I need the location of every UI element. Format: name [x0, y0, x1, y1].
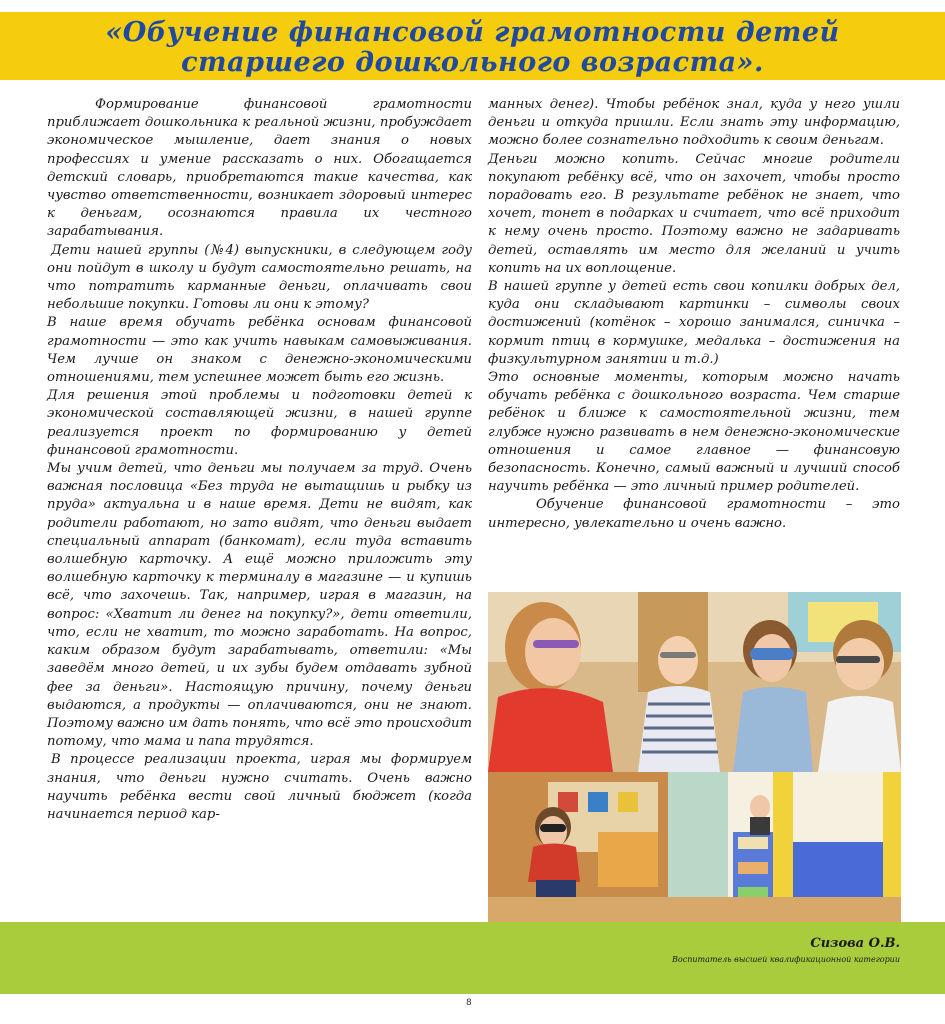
paragraph: В нашей группе у детей есть свои копилки добрых дел, куда они складывают картинки – символы своих достижений (котёнок – хорошо занимался, синичка – кормит птиц в кормушке, медалька – достижения на физкультурном занятии и т.д.): [488, 279, 900, 367]
paragraph: Деньги можно копить. Сейчас многие родители покупают ребёнку всё, что он захочет, чтобы просто порадовать его. В результате ребёнок не знает, что хочет, тонет в подарках и считает, что всё приходит к нему очень просто. Поэтому важно не задаривать детей, оставлять им место для желаний и учить копить на их воплощение.: [488, 151, 900, 276]
footer-band: [0, 922, 945, 994]
page-title: [0, 12, 945, 78]
paragraph: В наше время обучать ребёнка основам финансовой грамотности — это как учить навыкам самовыживания. Чем лучше он знаком с денежно-экономическими отношениями, тем успешнее может быть его жизнь.: [47, 315, 472, 386]
children-game-photo: [488, 592, 901, 772]
paragraph: Дети нашей группы (№4) выпускники, в следующем году они пойдут в школу и будут самостоятельно решать, на что потратить карманные деньги, оплачивать свои небольшие покупки. Готовы ли они к этому?: [47, 242, 472, 313]
play-corner-illustration: [488, 772, 901, 922]
title-line-2: старшего дошкольного возраста».: [181, 47, 764, 78]
paragraph: В процессе реализации проекта, играя мы формируем знания, что деньги нужно считать. Очень важно научить ребёнка вести свой личный бюджет (когда начинается период кар-: [47, 752, 472, 822]
page-header: [0, 12, 945, 80]
paragraph: Формирование финансовой грамотности приближает дошкольника к реальной жизни, пробуждает экономическое мышление, дает знания о новых профессиях и умение рассказать о них. Обогащается детский словарь, приобретаются такие качества, как чувство ответственности, возникает здоровый интерес к деньгам, осознаются правила их честного зарабатывания.: [47, 97, 472, 240]
children-game-illustration: [488, 592, 901, 772]
paragraph: Мы учим детей, что деньги мы получаем за труд. Очень важная пословица «Без труда не вытащишь и рыбку из пруда» актуальна и в наше время. Дети не видят, как родители работают, но зато видят, что деньги выдает специальный аппарат (банкомат), если туда вставить волшебную карточку. А ещё можно приложить эту волшебную карточку к терминалу в магазине — и купишь всё, что захочешь. Так, например, играя в магазин, на вопрос: «Хватит ли денег на покупку?», дети ответили, что, если не хватит, то можно заработать. На вопрос, каким образом будут зарабатывать, ответили: «Мы заведём много детей, и их зубы будем отдавать зубной фее за деньги». Настоящую причину, почему деньги выдаются, а продукты — оплачиваются, они не знают. Поэтому важно им дать понять, что всё это происходит потому, что мама и папа трудятся.: [47, 461, 472, 750]
paragraph: Обучение финансовой грамотности – это интересно, увлекательно и очень важно.: [488, 497, 900, 531]
page-number: 8: [466, 998, 472, 1008]
paragraph: Это основные моменты, которым можно начать обучать ребёнка с дошкольного возраста. Чем старше ребёнок и ближе к самостоятельной жизни, тем глубже нужно развивать в нем денежно-экономические отношения и самое главное — финансовую безопасность. Конечно, самый важный и лучший способ научить ребёнка — это личный пример родителей.: [488, 370, 900, 495]
title-line-1: «Обучение финансовой грамотности детей: [105, 17, 840, 48]
author-role: Воспитатель высшей квалификационной категории: [672, 955, 900, 964]
right-text-column: [488, 96, 900, 533]
paragraph: Для решения этой проблемы и подготовки детей к экономической составляющей жизни, в нашей группе реализуется проект по формированию у детей финансовой грамотности.: [47, 388, 472, 458]
left-text-column: [47, 96, 472, 824]
paragraph: манных денег). Чтобы ребёнок знал, куда у него ушли деньги и откуда пришли. Если знать эту информацию, можно более сознательно подходить к своим деньгам.: [488, 97, 900, 149]
author-name: Сизова О.В.: [810, 936, 900, 951]
play-corner-photo: [488, 772, 901, 922]
